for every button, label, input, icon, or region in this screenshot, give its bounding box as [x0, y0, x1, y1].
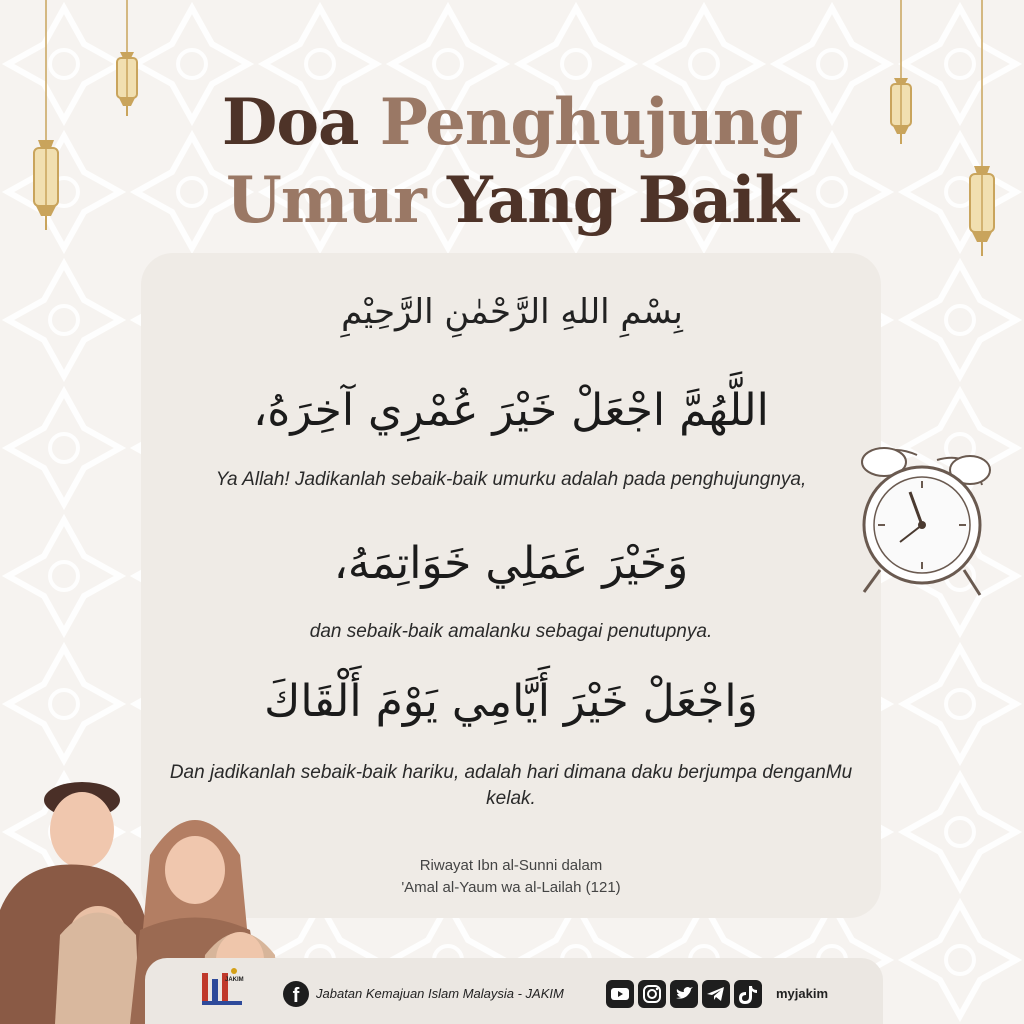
tiktok-icon[interactable] [734, 980, 762, 1008]
title-line-2 [0, 163, 1024, 238]
instagram-icon[interactable] [638, 980, 666, 1008]
dua-translation-1: Ya Allah! Jadikanlah sebaik-baik umurku adalah pada penghujungnya, [215, 469, 807, 490]
reference-line-1: Riwayat Ibn al-Sunni dalam [419, 857, 603, 874]
jakim-logo [198, 965, 246, 1013]
title-word: Doa [221, 85, 359, 160]
dua-arabic-2: وَخَيْرَ عَمَلِي خَوَاتِمَهُ، [333, 538, 689, 589]
facebook-page-name[interactable]: Jabatan Kemajuan Islam Malaysia - JAKIM [316, 986, 564, 1001]
facebook-icon[interactable]: f [283, 981, 309, 1007]
telegram-icon[interactable] [702, 980, 730, 1008]
dua-translation-2: dan sebaik-baik amalanku sebagai penutupnya. [309, 621, 713, 642]
dua-translation-3: Dan jadikanlah sebaik-baik hariku, adalah hari dimana daku berjumpa denganMu kelak. [169, 762, 853, 809]
jakim-logo-label: JAKIM [225, 977, 244, 983]
dua-arabic-1: اللَّهُمَّ اجْعَلْ خَيْرَ عُمْرِي آخِرَهُ، [253, 385, 769, 436]
alarm-clock-icon [842, 430, 1002, 610]
title-word: Yang Baik [447, 163, 799, 238]
youtube-icon[interactable] [606, 980, 634, 1008]
title-word: Umur [225, 163, 426, 238]
dua-arabic-3: وَاجْعَلْ خَيْرَ أَيَّامِي يَوْمَ أَلْقَاكَ [264, 676, 758, 727]
title-line-1 [0, 85, 1024, 160]
social-handle[interactable]: myjakim [776, 986, 829, 1001]
title-word: Penghujung [379, 85, 803, 160]
reference-line-2: 'Amal al-Yaum wa al-Lailah (121) [401, 879, 621, 896]
twitter-icon[interactable] [670, 980, 698, 1008]
basmala-calligraphy: بِسْمِ اللهِ الرَّحْمٰنِ الرَّحِيْمِ [341, 292, 683, 332]
